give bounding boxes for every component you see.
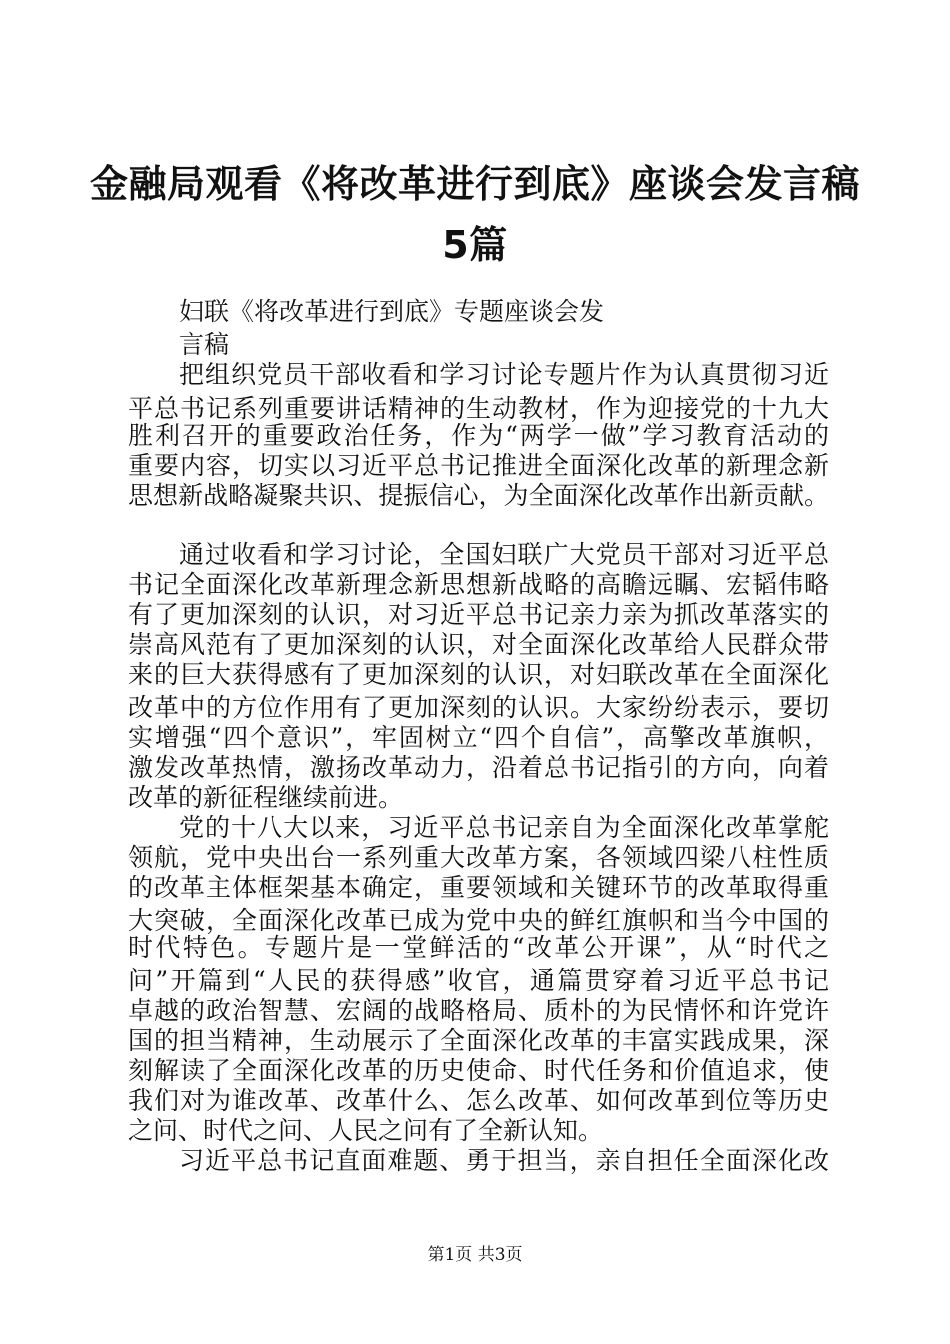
paragraph-line: 实增强“四个意识”，牢固树立“四个自信”，高擎改革旗帜， xyxy=(128,723,829,752)
paragraph-line: 时代特色。专题片是一堂鲜活的“改革公开课”，从“时代之 xyxy=(128,933,829,962)
paragraph-line: 我们对为谁改革、改革什么、怎么改革、如何改革到位等历史 xyxy=(128,1086,829,1115)
paragraph-line: 激发改革热情，激扬改革动力，沿着总书记指引的方向，向着 xyxy=(128,753,829,782)
paragraph-line: 胜利召开的重要政治任务，作为“两学一做”学习教育活动的 xyxy=(128,421,829,450)
paragraph-line: 重要内容，切实以习近平总书记推进全面深化改革的新理念新 xyxy=(128,451,829,480)
paragraph-line: 改革的新征程继续前进。 xyxy=(128,783,404,812)
paragraph-line: 国的担当精神，生动展示了全面深化改革的丰富实践成果，深 xyxy=(128,1026,829,1055)
paragraph-line: 刻解读了全面深化改革的历史使命、时代任务和价值追求，使 xyxy=(128,1056,829,1085)
subtitle-line: 言稿 xyxy=(179,330,230,359)
paragraph-line: 领航，党中央出台一系列重大改革方案，各领域四梁八柱性质 xyxy=(128,843,829,872)
document-title: 金融局观看《将改革进行到底》座谈会发言稿 xyxy=(89,162,860,206)
page-footer: 第1页 共3页 xyxy=(427,1245,523,1265)
paragraph-line: 党的十八大以来，习近平总书记亲自为全面深化改革掌舵 xyxy=(179,813,829,842)
paragraph-line: 通过收看和学习讨论，全国妇联广大党员干部对习近平总 xyxy=(179,540,829,569)
paragraph-line: 习近平总书记直面难题、勇于担当，亲自担任全面深化改 xyxy=(179,1146,829,1175)
paragraph-line: 之问、时代之问、人民之问有了全新认知。 xyxy=(128,1116,604,1145)
paragraph-line: 书记全面深化改革新理念新思想新战略的高瞻远瞩、宏韬伟略 xyxy=(128,570,829,599)
paragraph-line: 来的巨大获得感有了更加深刻的认识，对妇联改革在全面深化 xyxy=(128,660,829,689)
paragraph-line: 的改革主体框架基本确定，重要领域和关键环节的改革取得重 xyxy=(128,873,829,902)
paragraph-line: 问”开篇到“人民的获得感”收官，通篇贯穿着习近平总书记 xyxy=(128,966,829,995)
paragraph-line: 思想新战略凝聚共识、提振信心，为全面深化改革作出新贡献。 xyxy=(128,481,829,510)
paragraph-line: 平总书记系列重要讲话精神的生动教材，作为迎接党的十九大 xyxy=(128,394,829,423)
paragraph-line: 大突破，全面深化改革已成为党中央的鲜红旗帜和当今中国的 xyxy=(128,906,829,935)
paragraph-line: 崇高风范有了更加深刻的认识，对全面深化改革给人民群众带 xyxy=(128,630,829,659)
subtitle-line: 妇联《将改革进行到底》专题座谈会发 xyxy=(179,297,605,326)
paragraph-line: 把组织党员干部收看和学习讨论专题片作为认真贯彻习近 xyxy=(179,360,829,389)
paragraph-line: 改革中的方位作用有了更加深刻的认识。大家纷纷表示，要切 xyxy=(128,693,829,722)
paragraph-line: 卓越的政治智慧、宏阔的战略格局、质朴的为民情怀和许党许 xyxy=(128,996,829,1025)
paragraph-line: 有了更加深刻的认识，对习近平总书记亲力亲为抓改革落实的 xyxy=(128,600,829,629)
document-title-continued: 5篇 xyxy=(442,223,508,267)
